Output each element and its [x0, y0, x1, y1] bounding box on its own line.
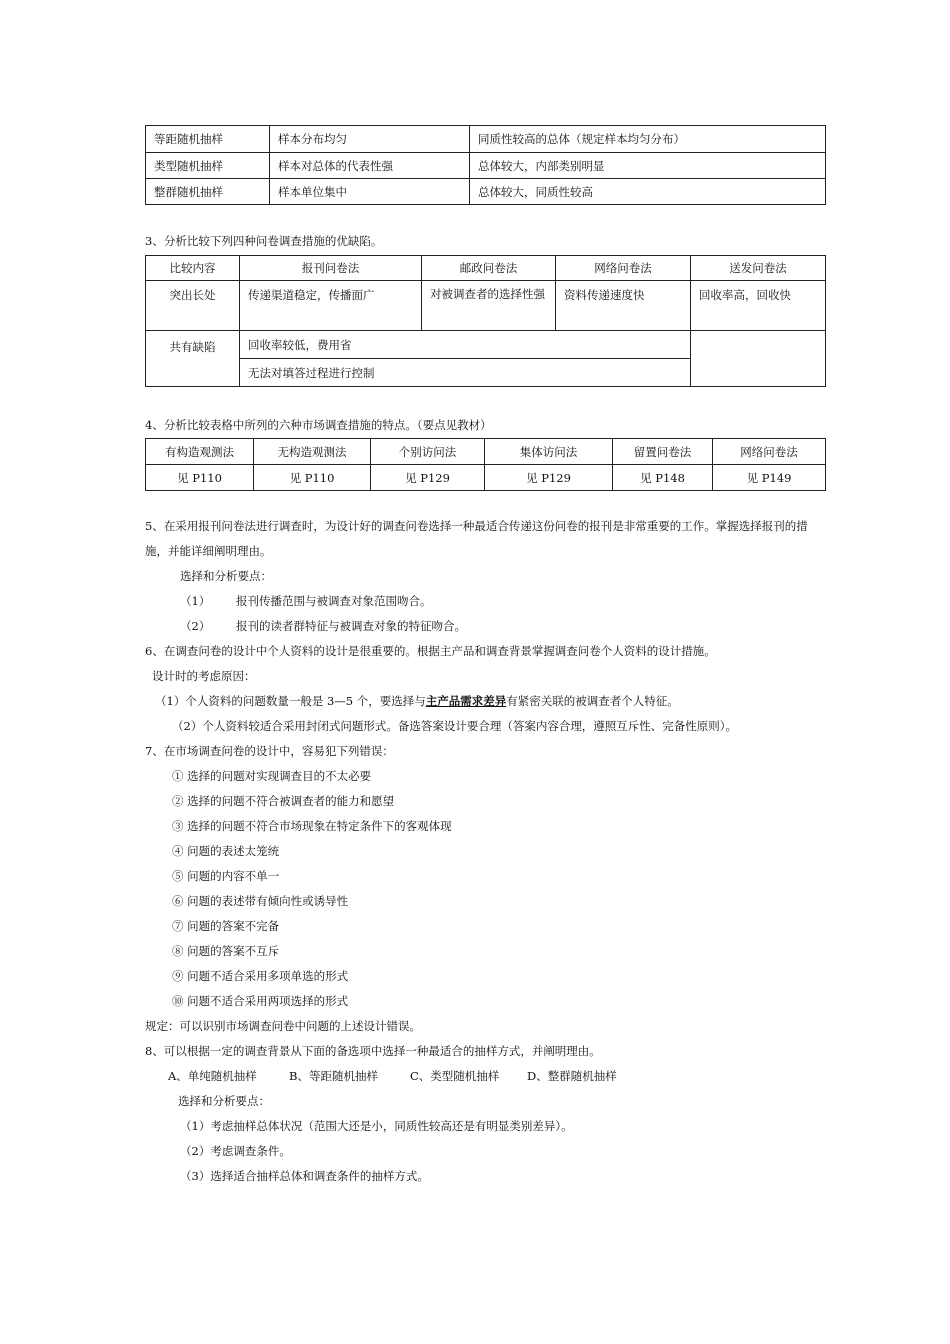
q7-item: ⑨ 问题不适合采用多项单选的形式	[172, 969, 349, 983]
q8-option: A、单纯随机抽样	[168, 1069, 257, 1083]
table-cell: 总体较大，同质性较高	[470, 179, 826, 205]
q6-point-1-post: 有紧密关联的被调查者个人特征。	[506, 694, 679, 708]
table-header: 集体访问法	[485, 439, 613, 465]
table-cell: 资料传递速度快	[556, 281, 691, 331]
table-header: 邮政问卷法	[422, 256, 556, 281]
q6-point-2: （2）个人资料较适合采用封闭式问题形式。备选答案设计要合理（答案内容合理，遵照互斥性、完备性原则）。	[172, 719, 738, 733]
table-cell: 样本分布均匀	[270, 126, 470, 153]
table-cell: 类型随机抽样	[146, 153, 270, 179]
q5-line1: 5、在采用报刊问卷法进行调查时，为设计好的调查问卷选择一种最适合传递这份问卷的报刊是非常重要的工作。掌握选择报刊的措	[145, 519, 808, 533]
q7-item: ⑥ 问题的表述带有倾向性或诱导性	[172, 894, 349, 908]
table-row	[146, 465, 826, 491]
q7-item: ③ 选择的问题不符合市场现象在特定条件下的客观体现	[172, 819, 452, 833]
table-row	[146, 179, 826, 205]
table-cell: 对被调查者的选择性强	[422, 281, 556, 331]
q8-line1: 8、可以根据一定的调查背景从下面的备选项中选择一种最适合的抽样方式，并阐明理由。	[145, 1044, 601, 1058]
table-row	[146, 126, 826, 153]
market-methods-table	[145, 438, 826, 491]
table-header: 网络问卷法	[713, 439, 826, 465]
table-header: 有构造观测法	[146, 439, 254, 465]
row-label: 突出长处	[146, 281, 240, 331]
table-header: 网络问卷法	[556, 256, 691, 281]
q5-subheading: 选择和分析要点：	[180, 569, 272, 583]
table-cell: 回收率高，回收快	[691, 281, 826, 331]
q5-line2: 施，并能详细阐明理由。	[145, 544, 272, 558]
q7-line1: 7、在市场调查问卷的设计中，容易犯下列错误：	[145, 744, 394, 758]
q7-item: ② 选择的问题不符合被调查者的能力和愿望	[172, 794, 395, 808]
table-header: 报刊问卷法	[240, 256, 422, 281]
table-cell: 整群随机抽样	[146, 179, 270, 205]
table-cell: 见 P129	[485, 465, 613, 491]
table-header-row	[146, 439, 826, 465]
row-label: 共有缺陷	[146, 331, 240, 387]
q8-option: B、等距随机抽样	[289, 1069, 378, 1083]
table-cell: 见 P110	[146, 465, 254, 491]
table-cell: 样本对总体的代表性强	[270, 153, 470, 179]
q7-item: ④ 问题的表述太笼统	[172, 844, 280, 858]
q7-item: ⑩ 问题不适合采用两项选择的形式	[172, 994, 349, 1008]
table-row	[146, 281, 826, 331]
q5-item-text: 报刊的读者群特征与被调查对象的特征吻合。	[236, 619, 466, 633]
table-cell: 同质性较高的总体（规定样本均匀分布）	[470, 126, 826, 153]
q6-subheading: 设计时的考虑原因：	[152, 669, 256, 683]
q8-option: C、类型随机抽样	[410, 1069, 500, 1083]
table-cell: 样本单位集中	[270, 179, 470, 205]
table-cell: 总体较大，内部类别明显	[470, 153, 826, 179]
table-header: 比较内容	[146, 256, 240, 281]
survey-methods-table	[145, 255, 826, 387]
table-header: 留置问卷法	[613, 439, 713, 465]
q7-item: ① 选择的问题对实现调查目的不太必要	[172, 769, 372, 783]
q6-point-1	[155, 693, 679, 709]
table-header: 个别访问法	[371, 439, 485, 465]
q8-option: D、整群随机抽样	[527, 1069, 617, 1083]
table-cell: 等距随机抽样	[146, 126, 270, 153]
table-cell: 见 P148	[613, 465, 713, 491]
q8-item: （3）选择适合抽样总体和调查条件的抽样方式。	[180, 1169, 429, 1183]
q5-item-number: （1）	[180, 594, 211, 608]
sampling-table	[145, 125, 826, 205]
table-header-row	[146, 256, 826, 281]
table-cell: 见 P110	[254, 465, 371, 491]
q8-item: （1）考虑抽样总体状况（范围大还是小，同质性较高还是有明显类别差异）。	[180, 1119, 573, 1133]
table-cell: 见 P149	[713, 465, 826, 491]
table-cell: 传递渠道稳定，传播面广	[240, 281, 422, 331]
table-cell-empty	[691, 331, 826, 387]
q7-rule: 规定：可以识别市场调查问卷中问题的上述设计错误。	[145, 1019, 421, 1033]
q6-line1: 6、在调查问卷的设计中个人资料的设计是很重要的。根据主产品和调查背景掌握调查问卷个人资料的设计措施。	[145, 644, 716, 658]
q7-item: ⑧ 问题的答案不互斥	[172, 944, 280, 958]
q8-item: （2）考虑调查条件。	[180, 1144, 291, 1158]
q6-point-1-pre: （1）个人资料的问题数量一般是 3—5 个，要选择与	[155, 694, 426, 708]
q4-title: 4、分析比较表格中所列的六种市场调查措施的特点。（要点见教材）	[145, 418, 492, 432]
table-header: 无构造观测法	[254, 439, 371, 465]
q6-point-1-emphasis: 主产品需求差异	[425, 694, 507, 708]
q5-item-number: （2）	[180, 619, 211, 633]
q5-item-text: 报刊传播范围与被调查对象范围吻合。	[236, 594, 432, 608]
table-cell: 无法对填答过程进行控制	[240, 359, 691, 387]
q3-title: 3、分析比较下列四种问卷调查措施的优缺陷。	[145, 234, 383, 248]
q7-item: ⑦ 问题的答案不完备	[172, 919, 280, 933]
table-cell: 见 P129	[371, 465, 485, 491]
table-header: 送发问卷法	[691, 256, 826, 281]
table-row	[146, 153, 826, 179]
q7-item: ⑤ 问题的内容不单一	[172, 869, 280, 883]
table-row	[146, 331, 826, 359]
q8-subheading: 选择和分析要点：	[178, 1094, 270, 1108]
table-cell: 回收率较低，费用省	[240, 331, 691, 359]
